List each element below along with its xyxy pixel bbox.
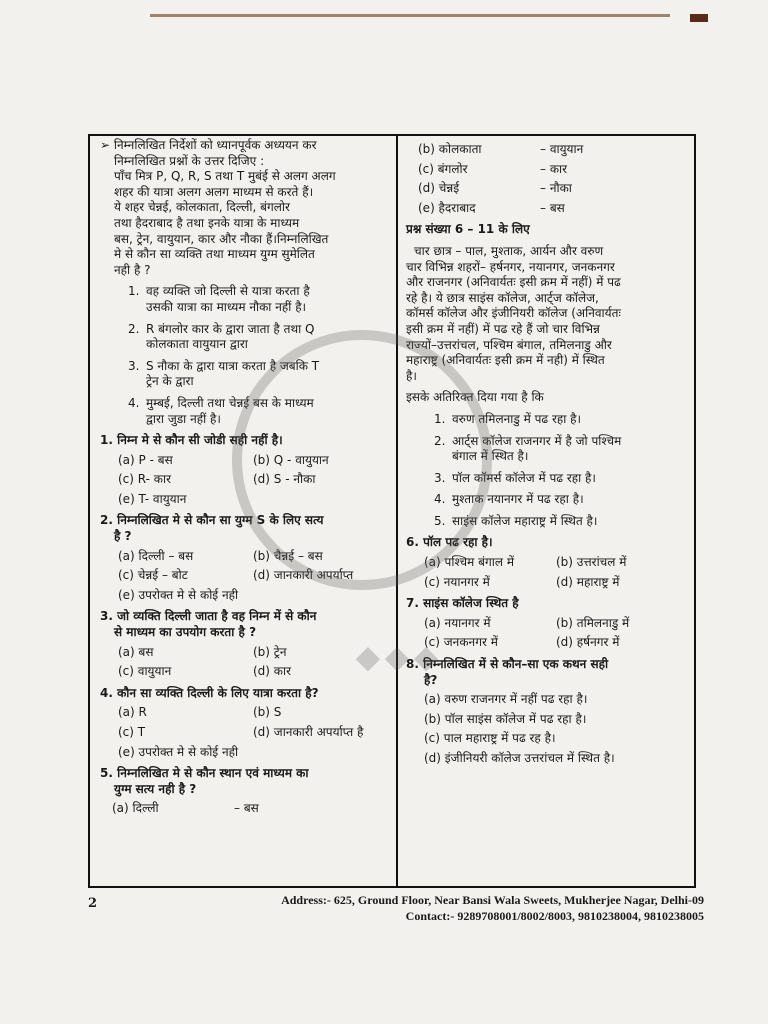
clue-text: R बंगलोर कार के द्वारा जाता है तथा Q — [146, 321, 315, 336]
option[interactable]: (b) चैन्नई – बस — [253, 548, 323, 563]
option[interactable]: (d) हर्षनगर में — [556, 635, 620, 650]
option[interactable]: (b) Q - वायुयान — [253, 452, 329, 467]
clue-text: S नौका के द्वारा यात्रा करता है जबकि T — [146, 358, 320, 373]
option[interactable]: (d) जानकारी अपर्याप्त — [253, 568, 354, 583]
fact-number: 2. — [434, 433, 446, 448]
option-city: (d) चेन्नई — [418, 181, 460, 196]
question-text: 1. निम्न मे से कौन सी जोडी सही नहीं है। — [100, 433, 283, 448]
fact-2 — [406, 434, 688, 465]
question-3 — [100, 609, 388, 679]
option[interactable]: (b) S — [253, 705, 282, 720]
question-text: 7. साइंस कॉलेज स्थित है — [406, 596, 519, 611]
fact-text: आर्ट्स कॉलेज राजनगर में है जो पश्चिम — [452, 433, 622, 448]
page-number: 2 — [88, 896, 98, 911]
fact-text: पॉल कॉमर्स कॉलेज में पढ रहा है। — [452, 470, 596, 485]
question-text: है? — [424, 672, 438, 687]
option[interactable]: (d) जानकारी अपर्याप्त है — [253, 725, 364, 739]
intro-block — [100, 138, 388, 278]
question-4 — [100, 686, 388, 760]
address-line: Address:- 625, Ground Floor, Near Bansi Wala Sweets, Mukherjee Nagar, Delhi-09 — [281, 893, 704, 907]
passage-line: और राजनगर (अनिवार्यतः इसी क्रम में नहीं) में पढ — [406, 275, 621, 290]
intro-line: तथा हैदराबाद है तथा इनके यात्रा के माध्यम — [114, 215, 300, 230]
option[interactable]: (c) नयानगर में — [424, 574, 490, 589]
intro-line: ➢ निम्नलिखित निर्देशों को ध्यानपूर्वक अध्ययन कर — [100, 138, 317, 152]
clue-2 — [100, 322, 388, 353]
passage — [406, 244, 688, 384]
question-text: 3. जो व्यक्ति दिल्ली जाता है वह निम्न में से कौन — [100, 609, 317, 624]
fact-text: वरुण तमिलनाडु में पढ रहा है। — [452, 411, 582, 426]
question-1 — [100, 433, 388, 507]
option-mode: – कार — [540, 161, 568, 176]
fact-text: मुश्ताक नयानगर में पढ रहा है। — [452, 492, 584, 507]
clue-text: मुम्बई, दिल्ली तथा चेन्नई बस के माध्यम — [146, 395, 314, 410]
column-divider — [396, 136, 398, 886]
option[interactable]: (b) पॉल साइंस कॉलेज में पढ रहा है। — [424, 711, 587, 726]
fact-number: 4. — [434, 492, 446, 507]
option[interactable] — [406, 162, 688, 178]
fact-text: साइंस कॉलेज महाराष्ट्र में स्थित है। — [452, 513, 598, 528]
option[interactable]: (b) तमिलनाडु में — [556, 615, 630, 630]
option[interactable]: (b) ट्रेन — [253, 644, 287, 659]
question-8 — [406, 657, 688, 767]
right-column — [406, 138, 688, 767]
fact-4 — [406, 492, 688, 508]
option[interactable]: (d) इंजीनियरी कॉलेज उत्तरांचल में स्थित है। — [424, 751, 615, 765]
passage-line: राज्यों–उत्तरांचल, पश्चिम बंगाल, तमिलनाडु और — [406, 337, 612, 352]
intro-line: नही है ? — [114, 262, 151, 277]
scan-top-edge — [150, 14, 670, 17]
footer-contact-block — [281, 892, 704, 924]
option-city: (b) कोलकाता — [418, 142, 482, 156]
passage-line: महाराष्ट्र (अनिवार्यतः इसी क्रम में नही) में स्थित — [406, 353, 605, 368]
option[interactable]: (a) R — [118, 705, 147, 720]
intro-line: ये शहर चेन्नई, कोलकाता, दिल्ली, बंगलोर — [114, 200, 290, 215]
option[interactable]: (a) वरुण राजनगर में नहीं पढ रहा है। — [424, 692, 588, 707]
clue-text: कोलकाता वायुयान द्वारा — [146, 337, 248, 352]
question-text: 4. कौन सा व्यक्ति दिल्ली के लिए यात्रा करता है? — [100, 685, 319, 700]
option[interactable]: (e) T- वायुयान — [118, 491, 187, 506]
option-mode: – बस — [234, 801, 259, 816]
contact-line: Contact:- 9289708001/8002/8003, 9810238004, 9810238005 — [405, 909, 704, 924]
clue-number: 1. — [128, 284, 140, 299]
option[interactable]: (a) नयानगर में — [424, 615, 491, 630]
option[interactable]: (a) दिल्ली – बस — [118, 548, 194, 563]
option-city: (c) बंगलोर — [418, 161, 468, 176]
passage-line: चार विभिन्न शहरों– हर्षनगर, नयानगर, जनकनगर — [406, 259, 615, 274]
additional-info-heading: इसके अतिरिक्त दिया गया है कि — [406, 390, 544, 405]
option[interactable] — [100, 801, 388, 817]
intro-line: निम्नलिखित प्रश्नों के उत्तर दिजिए : — [114, 153, 265, 168]
passage-line: इसी क्रम में नहीं) में पढ रहे हैं जो चार विभिन्न — [406, 321, 600, 336]
fact-1 — [406, 412, 688, 428]
question-6 — [406, 535, 688, 590]
fact-number: 3. — [434, 470, 446, 485]
fact-text: बंगाल में स्थित है। — [452, 449, 529, 464]
option[interactable]: (b) उत्तरांचल में — [556, 555, 627, 570]
option-mode: – नौका — [540, 181, 572, 196]
question-7 — [406, 596, 688, 651]
intro-line: पाँच मित्र P, Q, R, S तथा T मुबंई से अलग अलग — [114, 169, 336, 184]
clue-4 — [100, 396, 388, 427]
clue-number: 2. — [128, 321, 140, 336]
passage-line: चार छात्र – पाल, मुश्ताक, आर्यन और वरुण — [414, 243, 604, 258]
question-text: है ? — [114, 529, 132, 544]
clue-number: 3. — [128, 358, 140, 373]
question-text: 5. निम्नलिखित मे से कौन स्थान एवं माध्यम का — [100, 766, 309, 781]
clue-text: उसकी यात्रा का माध्यम नौका नहीं है। — [146, 299, 307, 314]
clue-3 — [100, 359, 388, 390]
fact-number: 1. — [434, 411, 446, 426]
question-text: से माध्यम का उपयोग करता है ? — [114, 625, 257, 640]
option[interactable]: (c) जनकनगर में — [424, 635, 498, 650]
fact-5 — [406, 514, 688, 530]
option[interactable]: (e) उपरोक्त मे से कोई नही — [118, 744, 239, 759]
passage-line: है। — [406, 368, 417, 383]
left-column — [100, 138, 388, 817]
question-text: 6. पॉल पढ रहा है। — [406, 535, 493, 550]
option[interactable] — [406, 142, 688, 158]
option[interactable]: (c) पाल महाराष्ट्र में पढ रह है। — [424, 731, 556, 746]
question-sheet — [88, 134, 696, 888]
question-text: 2. निम्नलिखित मे से कौन सा युग्म S के लिए सत्य — [100, 513, 324, 528]
option[interactable]: (c) T — [118, 725, 146, 739]
passage-line: रहे है। ये छात्र साइंस कॉलेज, आर्ट्ज कॉलेज, — [406, 290, 599, 305]
option[interactable]: (c) चेन्नई – बोट — [118, 568, 188, 583]
scan-corner-mark — [690, 14, 708, 22]
option[interactable]: (c) वायुयान — [118, 664, 172, 679]
question-2 — [100, 513, 388, 603]
intro-line: शहर की यात्रा अलग अलग माध्यम से करते हैं। — [114, 184, 314, 199]
option-city: (e) हैदराबाद — [418, 200, 476, 215]
question-text: युग्म सत्य नही है ? — [114, 781, 197, 796]
option-city: (a) दिल्ली — [112, 801, 159, 816]
option[interactable]: (e) उपरोक्त मे से कोई नही — [118, 587, 239, 602]
option[interactable]: (d) महाराष्ट्र में — [556, 574, 620, 589]
option[interactable]: (a) बस — [118, 644, 154, 659]
option[interactable]: (a) पश्चिम बंगाल में — [424, 555, 515, 570]
option[interactable]: (c) R- कार — [118, 472, 172, 487]
section-heading: प्रश्न संख्या 6 – 11 के लिए — [406, 222, 530, 237]
option-mode: – बस — [540, 200, 565, 215]
option[interactable] — [406, 181, 688, 197]
option[interactable]: (d) S - नौका — [253, 472, 316, 487]
intro-line: बस, ट्रेन, वायुयान, कार और नौका हैं।निम्नलिखित — [114, 231, 329, 246]
passage-line: कॉमर्स कॉलेज और इंजीनियरी कॉलेज (अनिवार्यतः — [406, 306, 621, 321]
intro-line: मे से कौन सा व्यक्ति तथा माध्यम युग्म सुमेलित — [114, 247, 315, 262]
clue-text: ट्रेन के द्वारा — [146, 374, 194, 389]
watermark-banner: ◆◆◆ — [356, 641, 444, 674]
clue-text: वह व्यक्ति जो दिल्ली से यात्रा करता है — [146, 284, 310, 299]
fact-number: 5. — [434, 513, 446, 528]
option[interactable] — [406, 201, 688, 217]
clue-number: 4. — [128, 395, 140, 410]
option-mode: – वायुयान — [540, 142, 584, 156]
option[interactable]: (a) P - बस — [118, 452, 173, 467]
fact-3 — [406, 471, 688, 487]
option[interactable]: (d) कार — [253, 664, 292, 679]
clue-text: द्वारा जुडा नहीं है। — [146, 411, 221, 426]
question-5 — [100, 766, 388, 817]
clue-1 — [100, 284, 388, 315]
question-text: 8. निम्नलिखित में से कौन–सा एक कथन सही — [406, 657, 609, 672]
